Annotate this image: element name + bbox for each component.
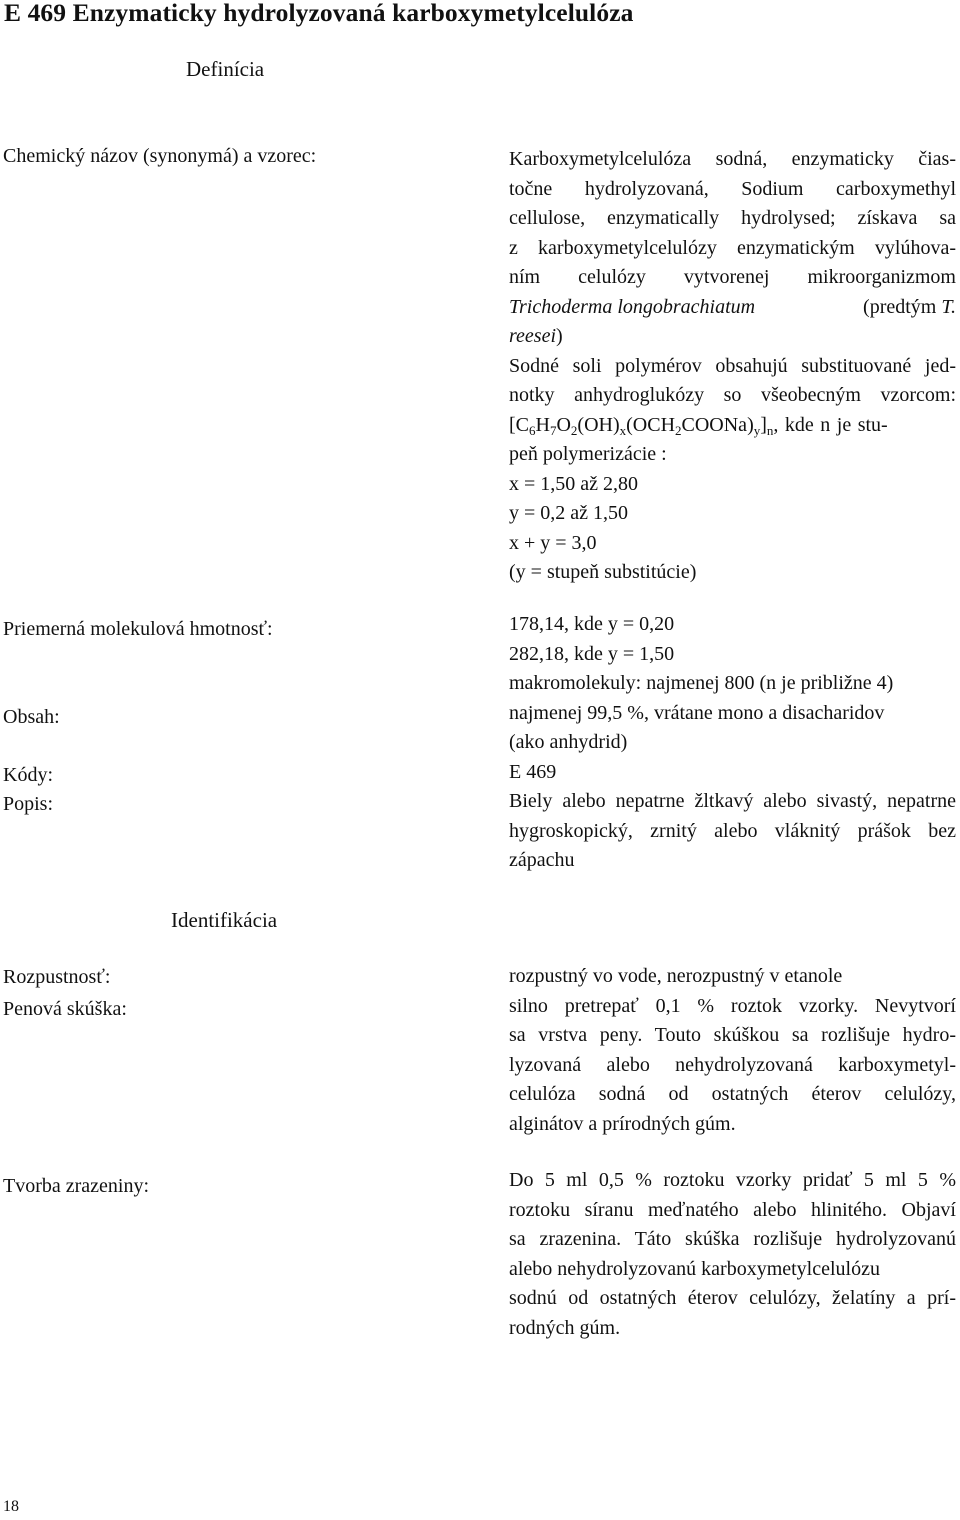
label-description: Popis: — [3, 793, 54, 815]
formula-after-line: (y = stupeň substitúcie) — [509, 561, 697, 583]
chemical-name-block — [509, 145, 956, 588]
precipitate-line: Do 5 ml 0,5 % roztoku vzorky pridať 5 ml 5 % — [509, 1169, 956, 1191]
description-line: Biely alebo nepatrne žltkavý alebo sivastý, nepatrne — [509, 790, 956, 812]
identification-block — [509, 962, 956, 1139]
formula-after-line: y = 0,2 až 1,50 — [509, 502, 629, 524]
formula-after-line: x + y = 3,0 — [509, 531, 597, 554]
formula-after-line: peň polymerizácie : — [509, 443, 667, 465]
foam-test-line: lyzovaná alebo nehydrolyzovaná karboxymetyl- — [509, 1053, 956, 1076]
page-number: 18 — [3, 1498, 19, 1515]
section-heading-identification: Identifikácia — [171, 908, 278, 932]
page-title: E 469 Enzymaticky hydrolyzovaná karboxymetylcelulóza — [4, 0, 634, 27]
solubility-value: rozpustný vo vode, nerozpustný v etanole — [509, 965, 843, 987]
organism-alt-end: reesei — [509, 325, 557, 347]
foam-test-line: alginátov a prírodných gúm. — [509, 1112, 736, 1135]
label-codes: Kódy: — [3, 764, 53, 786]
formula-intro-line: Sodné soli polymérov obsahujú substituované jed- — [509, 354, 956, 377]
description-line: hygroskopický, zrnitý alebo vláknitý prášok bez — [509, 819, 956, 842]
chemical-name-line: ním celulózy vytvorenej mikroorganizmom — [509, 266, 956, 288]
properties-block — [509, 610, 956, 876]
organism-line — [509, 293, 956, 323]
label-foam-test: Penová skúška: — [3, 998, 127, 1020]
description-line: zápachu — [509, 849, 575, 871]
precipitate-block — [509, 1166, 956, 1343]
foam-test-line: silno pretrepať 0,1 % roztok vzorky. Nevytvorí — [509, 994, 956, 1017]
precipitate-line: alebo nehydrolyzovanú karboxymetylcelulózu — [509, 1257, 880, 1280]
codes-value: E 469 — [509, 760, 557, 783]
molecular-weight-line: makromolekuly: najmenej 800 (n je približne 4) — [509, 672, 894, 694]
content-line: (ako anhydrid) — [509, 731, 628, 753]
chemical-formula: $[C_6H_7O_2(OH)_x(OCH_2COONa)_y]_n$, kde n je stu- — [509, 413, 888, 438]
chemical-name-line: cellulose, enzymatically hydrolysed; získava sa — [509, 207, 956, 229]
precipitate-line: rodných gúm. — [509, 1316, 621, 1339]
label-precipitate: Tvorba zrazeniny: — [3, 1175, 150, 1197]
label-chemical-name: Chemický názov (synonymá) a vzorec: — [3, 145, 317, 167]
organism-species: Trichoderma longobrachiatum — [509, 295, 756, 318]
label-solubility: Rozpustnosť: — [3, 966, 111, 988]
precipitate-line: sodnú od ostatných éterov celulózy, želatíny a prí- — [509, 1287, 956, 1309]
organism-formerly: (predtým T. — [863, 295, 956, 318]
foam-test-line: sa vrstva peny. Touto skúškou sa rozlišuje hydro- — [509, 1024, 956, 1046]
foam-test-line: celulóza sodná od ostatných éterov celulózy, — [509, 1083, 956, 1105]
label-molecular-weight: Priemerná molekulová hmotnosť: — [3, 618, 273, 640]
organism-line-end: reesei) — [509, 325, 563, 347]
molecular-weight-line: 282,18, kde y = 1,50 — [509, 642, 675, 665]
content-line: najmenej 99,5 %, vrátane mono a disacharidov — [509, 701, 885, 724]
section-heading-definition: Definícia — [186, 57, 265, 81]
chemical-name-line: točne hydrolyzovaná, Sodium carboxymethyl — [509, 177, 956, 200]
formula-after-line: x = 1,50 až 2,80 — [509, 472, 639, 495]
formula-intro-line: notky anhydroglukózy so všeobecným vzorcom: — [509, 384, 956, 406]
precipitate-line: roztoku síranu meďnatého alebo hlinitého. Objaví — [509, 1198, 956, 1221]
precipitate-line: sa zrazenina. Táto skúška rozlišuje hydrolyzovanú — [509, 1228, 956, 1250]
chemical-name-line: z karboxymetylcelulózy enzymatickým vylúhova- — [509, 236, 956, 259]
chemical-name-line: Karboxymetylcelulóza sodná, enzymaticky čias- — [509, 148, 956, 170]
molecular-weight-line: 178,14, kde y = 0,20 — [509, 613, 675, 635]
label-content: Obsah: — [3, 706, 60, 728]
organism-alt-start: T. — [941, 295, 956, 318]
